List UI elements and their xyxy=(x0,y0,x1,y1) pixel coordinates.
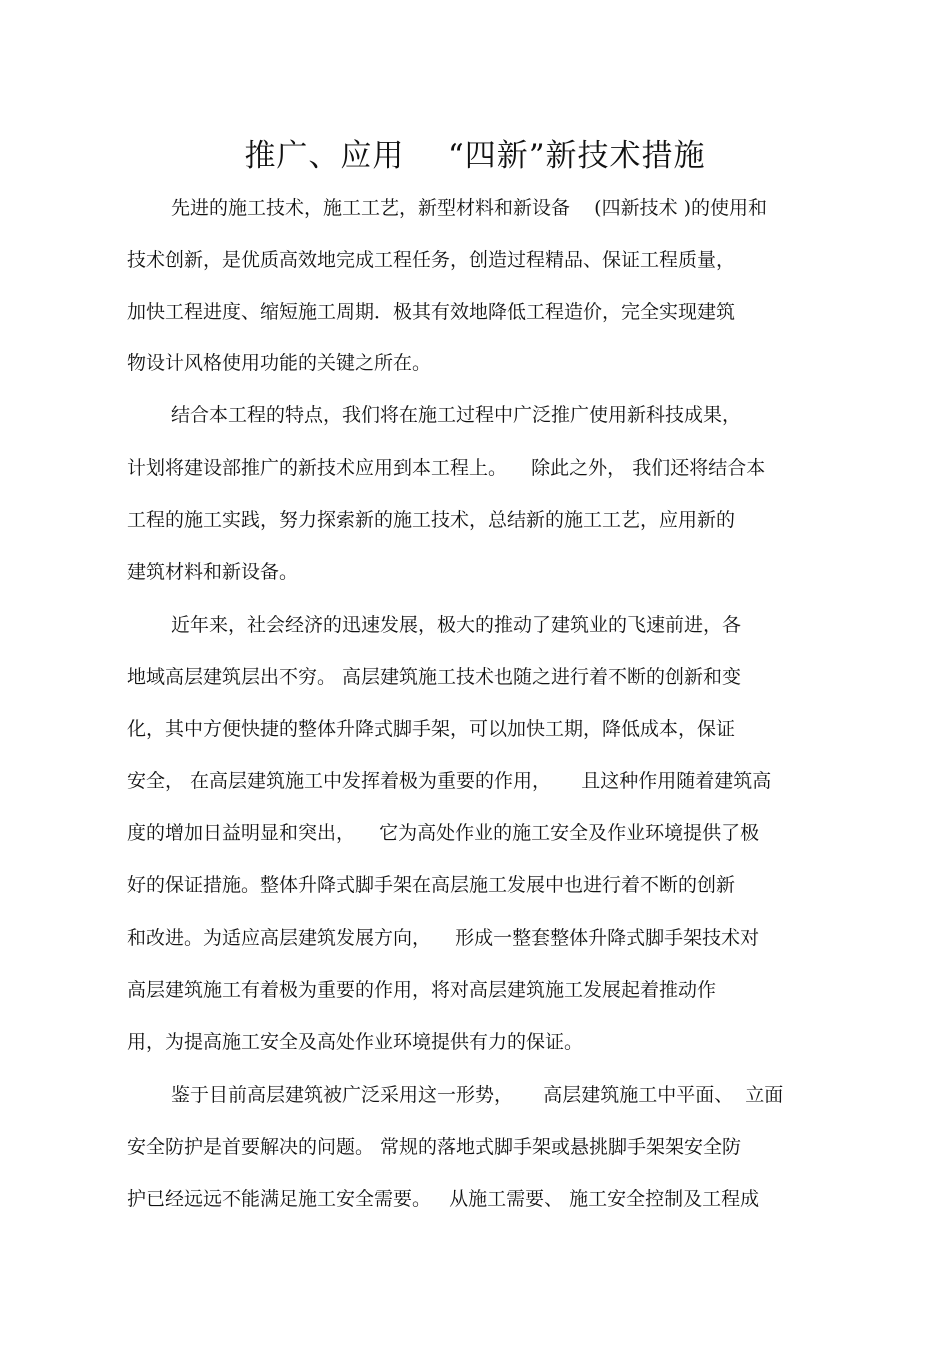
paragraph-4-line-2: 安全防护是首要解决的问题。 常规的落地式脚手架或悬挑脚手架架安全防 xyxy=(127,1136,742,1158)
paragraph-3-line-6: 好的保证措施。整体升降式脚手架在高层施工发展中也进行着不断的创新 xyxy=(127,874,736,896)
paragraph-2-line-3: 工程的施工实践，努力探索新的施工技术，总结新的施工工艺，应用新的 xyxy=(127,509,736,531)
paragraph-3-line-9: 用，为提高施工安全及高处作业环境提供有力的保证。 xyxy=(127,1031,584,1053)
paragraph-3-line-5: 度的增加日益明显和突出， 它为高处作业的施工安全及作业环境提供了极 xyxy=(127,822,760,844)
paragraph-4-line-1: 鉴于目前高层建筑被广泛采用这一形势， 高层建筑施工中平面、 立面 xyxy=(171,1084,784,1106)
paragraph-1-line-2: 技术创新，是优质高效地完成工程任务，创造过程精品、保证工程质量， xyxy=(127,249,736,271)
paragraph-2-line-1: 结合本工程的特点，我们将在施工过程中广泛推广使用新科技成果， xyxy=(171,404,742,426)
paragraph-3-line-2: 地域高层建筑层出不穷。 高层建筑施工技术也随之进行着不断的创新和变 xyxy=(127,666,742,688)
paragraph-2-line-4: 建筑材料和新设备。 xyxy=(127,561,299,583)
paragraph-1-line-1: 先进的施工技术，施工工艺，新型材料和新设备 (四新技术 )的使用和 xyxy=(171,197,768,219)
paragraph-3-line-4: 安全， 在高层建筑施工中发挥着极为重要的作用， 且这种作用随着建筑高 xyxy=(127,770,772,792)
paragraph-1-line-3: 加快工程进度、缩短施工周期．极其有效地降低工程造价，完全实现建筑 xyxy=(127,301,736,323)
paragraph-3-line-3: 化，其中方便快捷的整体升降式脚手架，可以加快工期，降低成本，保证 xyxy=(127,718,736,740)
paragraph-3-line-7: 和改进。为适应高层建筑发展方向， 形成一整套整体升降式脚手架技术对 xyxy=(127,927,760,949)
paragraph-2-line-2: 计划将建设部推广的新技术应用到本工程上。 除此之外， 我们还将结合本 xyxy=(127,457,766,479)
paragraph-3-line-8: 高层建筑施工有着极为重要的作用，将对高层建筑施工发展起着推动作 xyxy=(127,979,717,1001)
paragraph-4-line-3: 护已经远远不能满足施工安全需要。 从施工需要、 施工安全控制及工程成 xyxy=(127,1188,760,1210)
page-title: 推广、应用 “四新”新技术措施 xyxy=(244,138,706,174)
paragraph-3-line-1: 近年来，社会经济的迅速发展，极大的推动了建筑业的飞速前进，各 xyxy=(171,614,742,636)
paragraph-1-line-4: 物设计风格使用功能的关键之所在。 xyxy=(127,352,432,374)
